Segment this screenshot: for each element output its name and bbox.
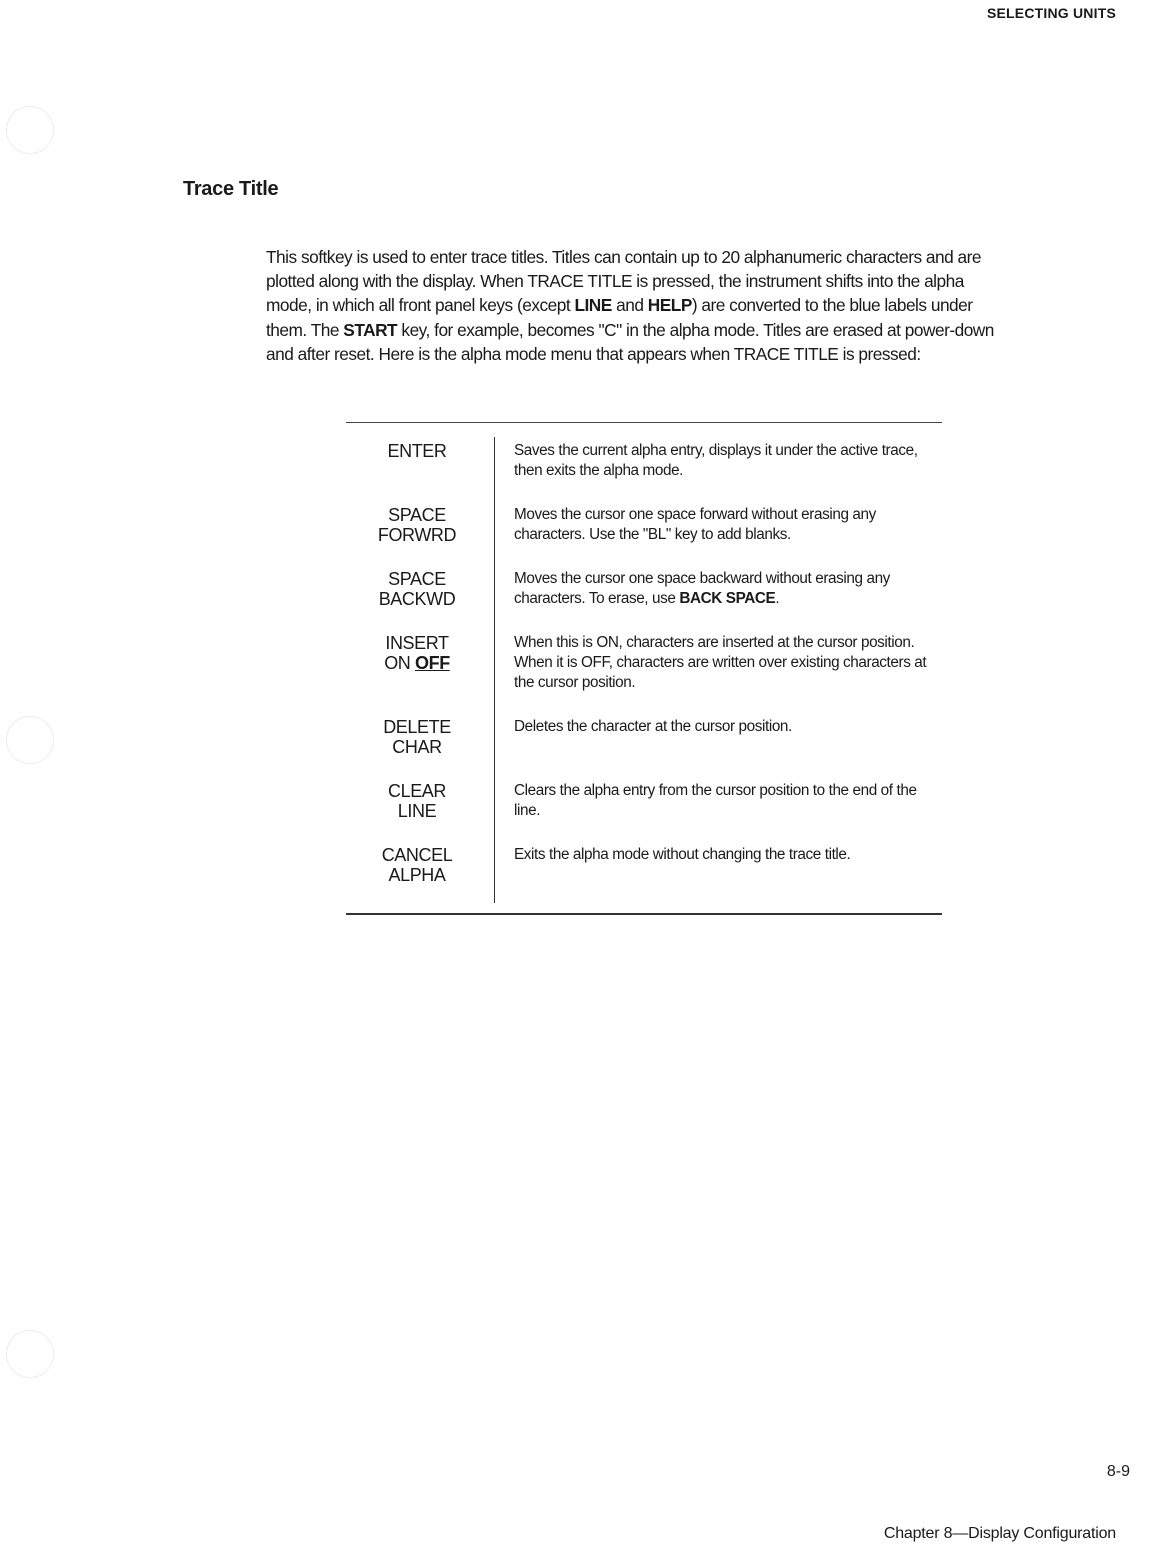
softkey-line1: ENTER	[387, 441, 447, 461]
softkey-description: Moves the cursor one space forward without erasing any characters. Use the "BL" key to add blanks.	[514, 506, 876, 543]
softkey-line1: SPACE	[388, 505, 446, 525]
key-back-space: BACK SPACE	[679, 590, 776, 607]
key-start: START	[343, 319, 398, 340]
softkey-description: Clears the alpha entry from the cursor position to the end of the line.	[514, 782, 917, 819]
column-divider	[494, 437, 495, 903]
softkey-description	[514, 569, 944, 609]
softkey-line1: SPACE	[388, 569, 446, 589]
intro-text: and	[611, 295, 648, 316]
binder-hole	[6, 1330, 54, 1378]
softkey-line2	[346, 653, 488, 673]
section-title: Trace Title	[183, 178, 279, 200]
softkey-description: Exits the alpha mode without changing the trace title.	[514, 846, 851, 863]
softkey-description: When this is ON, characters are inserted at the cursor position. When it is OFF, characters are written over existing characters at the cursor position.	[514, 634, 927, 691]
binder-hole	[6, 106, 54, 154]
softkey-label	[346, 717, 488, 757]
softkey-line2: FORWRD	[377, 525, 457, 545]
toggle-on: ON	[384, 653, 415, 673]
softkey-line2: LINE	[397, 801, 437, 821]
intro-text: ) are converted to the blue labels under them. The	[266, 295, 973, 340]
softkey-line2: CHAR	[392, 737, 442, 757]
binder-hole	[6, 716, 54, 764]
intro-paragraph	[266, 245, 1011, 366]
key-help: HELP	[647, 295, 692, 316]
running-header: SELECTING UNITS	[986, 5, 1116, 21]
softkey-line1: CANCEL	[381, 845, 453, 865]
softkey-description: Deletes the character at the cursor position.	[514, 718, 792, 735]
softkey-label	[346, 781, 488, 821]
intro-text: This softkey is used to enter trace titles. Titles can contain up to 20 alphanumeric characters and are plotted along with the display. When TRACE TITLE is pressed, the instrument shifts into the alpha mode, in which all front panel keys (except	[266, 247, 982, 316]
softkey-description: Saves the current alpha entry, displays it under the active trace, then exits the alpha mode.	[514, 442, 918, 479]
softkey-line1: CLEAR	[387, 781, 447, 801]
softkey-label	[346, 569, 488, 609]
intro-text: key, for example, becomes "C" in the alpha mode. Titles are erased at power-down and after reset. Here is the alpha mode menu that appears when TRACE TITLE is pressed:	[266, 319, 994, 364]
toggle-off-selected: OFF	[415, 653, 450, 673]
softkey-label	[346, 633, 488, 673]
softkey-label	[346, 845, 488, 885]
softkey-line1: DELETE	[383, 717, 451, 737]
chapter-footer: Chapter 8—Display Configuration	[883, 1525, 1116, 1542]
softkey-line2: BACKWD	[378, 589, 456, 609]
page-number: 8-9	[1106, 1463, 1130, 1480]
softkey-line1: INSERT	[385, 633, 449, 653]
softkey-label	[346, 505, 488, 545]
key-line: LINE	[574, 295, 612, 316]
softkey-line2: ALPHA	[388, 865, 446, 885]
desc-text: .	[775, 590, 780, 607]
alpha-menu-table	[346, 422, 942, 915]
desc-text: Moves the cursor one space backward without erasing any characters. To erase, use	[514, 570, 890, 607]
softkey-label	[346, 441, 488, 461]
